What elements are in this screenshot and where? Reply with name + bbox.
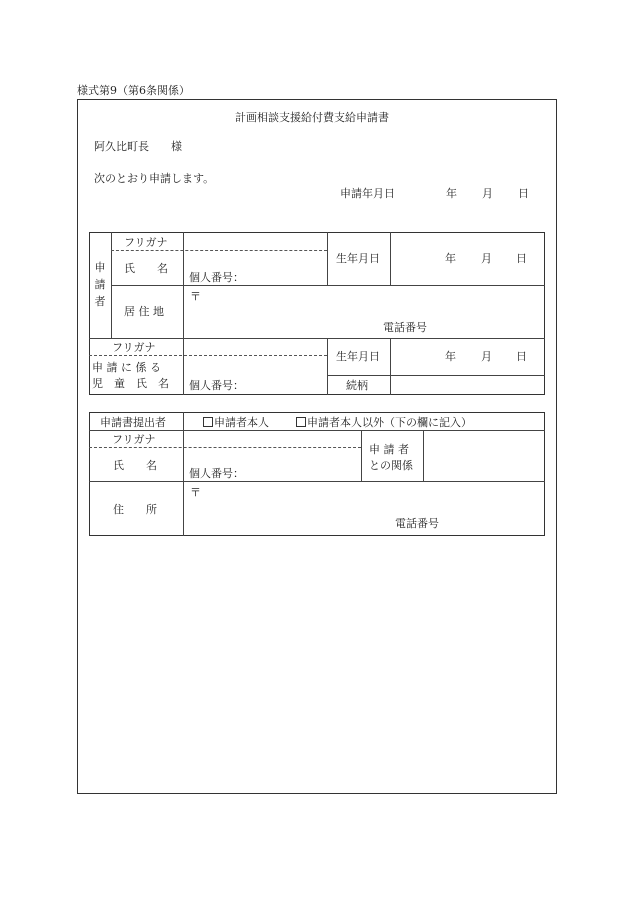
submitter-name-label: 氏 名 — [113, 459, 157, 472]
addressee: 阿久比町長 様 — [94, 140, 182, 153]
checkbox-other[interactable] — [296, 417, 306, 427]
applicant-birth-month: 月 — [481, 252, 492, 265]
form-number: 様式第9（第6条関係） — [77, 84, 190, 97]
applicant-birth-date-label: 生年月日 — [336, 252, 380, 265]
applicant-personal-number-label: 個人番号： — [189, 271, 244, 284]
application-date-day: 日 — [518, 187, 529, 200]
child-birth-day: 日 — [516, 350, 527, 363]
child-relation-label: 続柄 — [346, 379, 368, 392]
child-birth-date-label: 生年月日 — [336, 350, 380, 363]
applicant-address-label: 居 住 地 — [124, 305, 164, 318]
applicant-name-label: 氏 名 — [124, 262, 168, 275]
submitter-option-self[interactable]: 申請者本人 — [203, 416, 269, 429]
form-title: 計画相談支援給付費支給申請書 — [235, 111, 389, 124]
applicant-postal-mark: 〒 — [190, 290, 201, 303]
submitter-postal-mark: 〒 — [190, 486, 201, 499]
applicant-furigana-label: フリガナ — [124, 236, 168, 249]
child-furigana-label: フリガナ — [112, 341, 156, 354]
submitter-relation-label-line2: との関係 — [369, 459, 413, 472]
intro-text: 次のとおり申請します。 — [94, 172, 215, 185]
submitter-personal-number-label: 個人番号： — [189, 467, 244, 480]
applicant-side-label: 申請者 — [94, 261, 106, 308]
child-name-label-line1: 申 請 に 係 る — [92, 361, 161, 374]
submitter-phone-label: 電話番号 — [395, 517, 439, 530]
application-date-label: 申請年月日 — [340, 187, 395, 200]
checkbox-self[interactable] — [203, 417, 213, 427]
submitter-label: 申請書提出者 — [100, 416, 166, 429]
application-date-year: 年 — [446, 187, 457, 200]
child-personal-number-label: 個人番号： — [189, 379, 244, 392]
submitter-address-label: 住 所 — [113, 503, 157, 516]
submitter-relation-label-line1: 申 請 者 — [369, 443, 409, 456]
child-birth-year: 年 — [445, 350, 456, 363]
applicant-birth-day: 日 — [516, 252, 527, 265]
application-date-month: 月 — [482, 187, 493, 200]
applicant-birth-year: 年 — [445, 252, 456, 265]
child-name-label-line2: 児 童 氏 名 — [92, 377, 169, 390]
submitter-option-other[interactable]: 申請者本人以外（下の欄に記入） — [296, 416, 472, 429]
child-birth-month: 月 — [481, 350, 492, 363]
applicant-phone-label: 電話番号 — [383, 321, 427, 334]
submitter-furigana-label: フリガナ — [112, 433, 156, 446]
